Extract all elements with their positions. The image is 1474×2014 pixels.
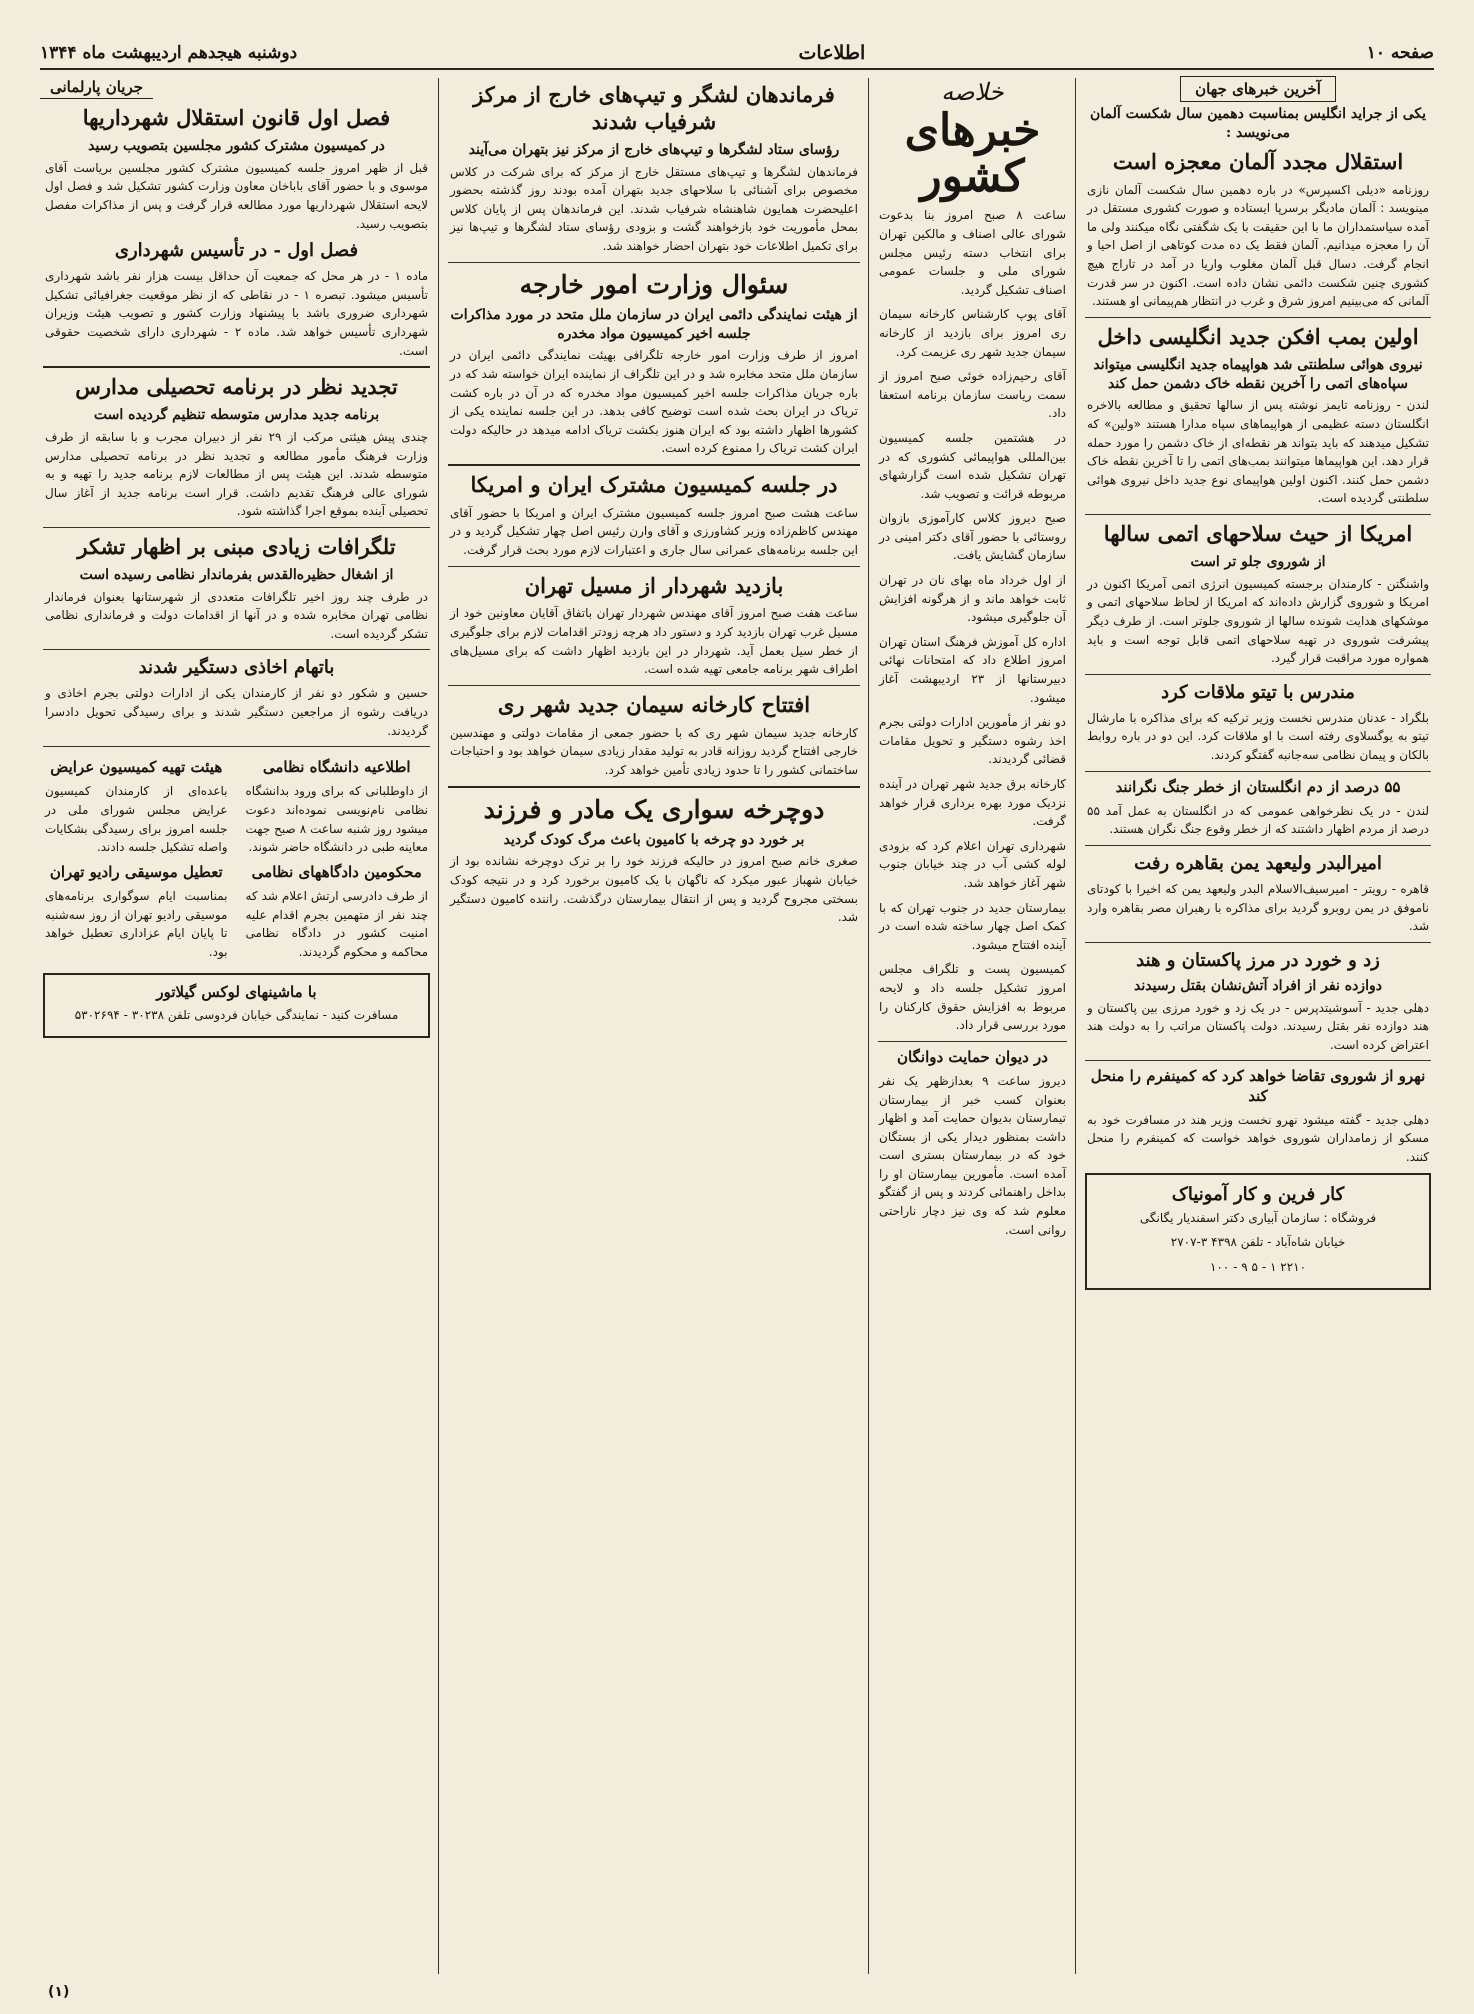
central-news-column	[445, 76, 863, 1978]
news-item: اداره کل آموزش فرهنگ استان تهران امروز اطلاع داد که امتحانات نهائی دبیرستانها از ۲۳ اردیبهشت آغاز میشود.	[879, 634, 1066, 705]
article-body: قاهره - رویتر - امیرسیف‌الاسلام البدر ولیعهد یمن که اخیرا با کودتای ناموفق در یمن روبرو گردید برای مذاکره با رهبران مصر بقاهره وارد شد.	[1087, 881, 1429, 934]
headline: اولین بمب افکن جدید انگلیسی داخل	[1097, 323, 1419, 349]
divider	[43, 527, 430, 528]
headline: فصل اول - در تأسیس شهرداری	[114, 240, 359, 262]
article-body: قبل از ظهر امروز جلسه کمیسیون مشترک کشور مجلسین بریاست آقای موسوی و با حضور آقای باباخان معاون وزارت کشور تشکیل شد و فصل اول لایحه استقلال شهرداریها مورد مطالعه قرار گرفت و پس از مذاکرات مفصل بتصویب رسید.	[45, 160, 428, 231]
masthead-paper-name: اطلاعات	[798, 42, 866, 64]
divider	[43, 746, 430, 747]
article-body: در طرف چند روز اخیر تلگرافات متعددی از شهرستانها بعنوان فرماندار نظامی تهران مخابره شده و در آنها از اقدامات دولت و فرمانداری نظامی تشکر گردیده است.	[45, 589, 428, 641]
headline-sub: از اشغال حظیره‌القدس بفرماندار نظامی رسیده است	[79, 566, 394, 583]
headline: استقلال مجدد آلمان معجزه است	[1112, 148, 1404, 174]
headline: هیئت تهیه کمیسیون عرایض	[50, 758, 223, 777]
headline: تعطیل موسیقی رادیو تهران	[49, 862, 223, 881]
divider	[878, 1041, 1067, 1042]
article-body: کارخانه جدید سیمان شهر ری که با حضور جمعی از مقامات دولتی و مهندسین خارجی افتتاح گردید روزانه قادر به تولید مقدار زیادی سیمان خواهد بود و احتیاجات ساختمانی کشور را تا حدود زیادی تأمین خواهد کرد.	[450, 725, 858, 777]
short-notices	[40, 752, 433, 967]
article-body: لندن - در یک نظرخواهی عمومی که در انگلستان به عمل آمد ۵۵ درصد از مردم اظهار داشتند که از خطر وقوع جنگ نگران هستند.	[1087, 803, 1429, 837]
headline: امریکا از حیث سلاحهای اتمی سالها	[1103, 521, 1413, 547]
headline-sub: از شوروی جلو تر است	[1190, 553, 1326, 570]
divider	[448, 464, 860, 466]
headline: مندرس با تیتو ملاقات کرد	[1161, 681, 1355, 703]
news-item: ساعت ۸ صبح امروز بنا بدعوت شورای عالی اصناف و مالکین تهران برای انتخاب دسته رئیس مجلس شورای ملی و جلسات عمومی اصناف تشکیل گردید.	[879, 208, 1066, 297]
notice-column	[241, 752, 434, 967]
article-body: فرماندهان لشگرها و تیپ‌های مستقل خارج از مرکز که برای شرکت در کلاس مخصوص برای آشنائی با سلاحهای جدید بتهران آمده بودند روز گذشته بحضور اعلیحضرت همایون شاهنشاه شرفیاب شدند. این فرماندهان پس از پایان کلاس بمحل مأموریت خود بازخواهند گشت و بزودی رؤسای ستاد لشگرها و تیپ‌ها نیز برای تکمیل اطلاعات خود بتهران احضار خواهند شد.	[450, 164, 858, 254]
headline-sub: در کمیسیون مشترک کشور مجلسین بتصویب رسید	[88, 137, 385, 154]
article-body: از طرف دادرسی ارتش اعلام شد که چند نفر از متهمین بجرم اقدام علیه امنیت کشور در دادگاه نظامی محاکمه و محکوم گردیدند.	[245, 888, 428, 959]
headline: باتهام اخاذی دستگیر شدند	[138, 657, 335, 679]
headline: محکومین دادگاههای نظامی	[251, 862, 422, 881]
national-news-title: خبرهای کشور	[904, 105, 1041, 203]
national-news-column	[875, 76, 1070, 1978]
news-item: کمیسیون پست و تلگراف مجلس امروز تشکیل جلسه داد و لایحه مربوط به افزایش حقوق کارکنان را مورد بررسی قرار داد.	[879, 962, 1066, 1033]
parliament-column	[40, 76, 433, 1978]
headline: تلگرافات زیادی مبنی بر اظهار تشکر	[77, 533, 396, 559]
headline-sub: از هیئت نمایندگی دائمی ایران در سازمان ملل متحد در مورد مذاکرات جلسه اخیر کمیسیون مواد مخدره	[450, 306, 858, 342]
headline-sub: بر خورد دو چرخه با کامیون باعث مرگ کودک گردید	[503, 831, 805, 848]
advertisement-box	[43, 973, 430, 1038]
advertisement-line: فروشگاه : سازمان آبیاری دکتر اسفندیار یگانگی	[1139, 1210, 1377, 1225]
headline: امیرالبدر ولیعهد یمن بقاهره رفت	[1134, 852, 1382, 874]
masthead-date: دوشنبه هیجدهم اردیبهشت ماه ۱۳۴۴	[40, 43, 298, 63]
article-body: بلگراد - عدنان مندرس نخست وزیر ترکیه که برای مذاکره با مارشال تیتو به یوگسلاوی رفته است با او ملاقات کرد. این دو در باره روابط بالکان و پیمان نظامی سه‌جانبه گفتگو کردند.	[1087, 710, 1429, 762]
divider	[448, 786, 860, 788]
headline: اطلاعیه دانشگاه نظامی	[262, 758, 411, 777]
headline: افتتاح کارخانه سیمان جدید شهر ری	[497, 691, 811, 717]
column-divider	[1075, 78, 1076, 1974]
article-body: ساعت هشت صبح امروز جلسه کمیسیون مشترک ایران و امریکا با حضور آقای مهندس کاظم‌زاده وزیر کشاورزی و آقای وارن رئیس اصل چهار تشکیل گردید و در این جلسه برنامه‌های عمرانی سال جاری و اعتبارات لازم مورد بحث قرار گرفت.	[450, 505, 858, 558]
article-body: ماده ۱ - در هر محل که جمعیت آن حداقل بیست هزار نفر باشد شهرداری تأسیس میشود. تبصره ۱ - در نقاطی که از نظر موقعیت جغرافیائی تشکیل شهرداری ضروری باشد با پیشنهاد وزارت کشور و تصویب هیئت وزیران شهرداری تأسیس خواهد شد. ماده ۲ - شهرداری دارای شخصیت حقوقی است.	[45, 269, 429, 358]
divider	[1085, 845, 1431, 846]
news-item: از اول خرداد ماه بهای نان در تهران ثابت خواهد ماند و از هرگونه افزایش آن جلوگیری میشود.	[879, 573, 1066, 625]
headline: زد و خورد در مرز پاکستان و هند	[1136, 949, 1380, 971]
divider	[1085, 317, 1431, 318]
divider	[448, 566, 860, 567]
masthead	[40, 38, 1434, 70]
headline: ۵۵ درصد از دم انگلستان از خطر جنگ نگرانند	[1115, 777, 1401, 796]
notice-column	[40, 752, 233, 967]
advertisement-title: با ماشینهای لوکس گیلاتور	[156, 983, 317, 1002]
advertisement-box	[1085, 1173, 1431, 1291]
headline-sub: نیروی هوائی سلطنتی شد هواپیماه جدید انگلیسی میتواند سپاه‌های اتمی را آخرین نقطه خاک دشمن حمل کند	[1093, 356, 1423, 392]
news-item: کارخانه برق جدید شهر تهران در آینده نزدیک مورد بهره برداری قرار خواهد گرفت.	[879, 777, 1066, 829]
divider	[1085, 1060, 1431, 1061]
news-item: آقای رحیم‌زاده خوئی صبح امروز از سمت ریاست سازمان برنامه استعفا داد.	[879, 369, 1066, 421]
divider	[43, 366, 430, 368]
article-body: امروز از طرف وزارت امور خارجه تلگرافی بهیئت نمایندگی دائمی ایران در سازمان ملل متحد مخابره شد و در این تلگراف از نماینده ایران خواسته شد که در باره جریان مذاکرات جلسه اخیر کمیسیون مواد مخدره که در آن در باره کشت تریاک در ایران بحث شده است توضیح کافی بدهد. در این جلسه نماینده یکی از کشورها اظهار داشته بود که ایران هنوز بکشت تریاک ادامه میدهد در حالیکه دولت ایران کشت تریاک را ممنوع کرده است.	[450, 348, 858, 456]
headline: تجدید نظر در برنامه تحصیلی مدارس	[75, 374, 398, 400]
headline-sub: رؤسای ستاد لشگرها و تیپ‌های خارج از مرکز نیز بتهران می‌آیند	[468, 141, 840, 158]
article-body: دیروز ساعت ۹ بعدازظهر یک نفر بعنوان کسب خبر از بیمارستان تیمارستان بدیوان حمایت آمد و اظهار داشت بمنظور دیدار یکی از بستگان خود که در بیمارستان بستری است آمده است. مأمورین بیمارستان او را بداخل راهنمائی کردند و پس از گفتگو معلوم شد که وی نیز دچار ناراحتی روانی است.	[879, 1073, 1066, 1237]
headline-sub: یکی از جراید انگلیس بمناسبت دهمین سال شکست آلمان می‌نویسد :	[1089, 106, 1427, 141]
divider	[1085, 674, 1431, 675]
advertisement-title: کار فرین و کار آمونیاک	[1171, 1183, 1345, 1205]
article-body: صغری خانم صبح امروز در حالیکه فرزند خود را بر ترک دوچرخه نشانده بود از خیابان شهباز عبور میکرد که ناگهان با یک کامیون برخورد کرد و در نتیجه کودک بسختی مجروح گردید و پس از انتقال بیمارستان درگذشت. راننده کامیون دستگیر شد.	[450, 854, 858, 925]
divider	[1085, 771, 1431, 772]
world-news-column	[1082, 76, 1434, 1978]
news-item: در هشتمین جلسه کمیسیون بین‌المللی هواپیمائی کشوری که در تهران تشکیل شده است گزارشهای مربوطه قرائت و تصویب شد.	[879, 430, 1066, 501]
headline: بازدید شهردار از مسیل تهران	[524, 572, 784, 598]
headline: نهرو از شوروی تقاضا خواهد کرد که کمینفرم را منحل کند	[1090, 1067, 1426, 1105]
divider	[1085, 942, 1431, 943]
advertisement-line: ۲۲۱۰ ۱ - ۵ ۹ - ۱۰۰	[1209, 1259, 1307, 1274]
advertisement-line: مسافرت کنید - نمایندگی خیابان فردوسی تلفن ۳۰۲۳۸ - ۵۳۰۲۶۹۴	[74, 1007, 399, 1022]
world-news-box-title: آخرین خبرهای جهان	[1180, 76, 1336, 102]
divider	[448, 685, 860, 686]
column-divider	[438, 78, 439, 1974]
news-item: آقای پوپ کارشناس کارخانه سیمان ری امروز برای بازدید از کارخانه سیمان جدید شهر ری عزیمت کرد.	[879, 307, 1066, 359]
divider	[448, 262, 860, 263]
national-news-title-small: خلاصه	[941, 78, 1004, 106]
news-item: بیمارستان جدید در جنوب تهران که با کمک اصل چهار ساخته شده است در آینده افتتاح میشود.	[879, 900, 1066, 952]
divider	[1085, 514, 1431, 515]
article-body: دهلی جدید - گفته میشود نهرو نخست وزیر هند در مسافرت خود به مسکو از زمامداران شوروی خواهد خواست که کمینفرم را منحل کنند.	[1087, 1112, 1429, 1165]
section-tag: جریان پارلمانی	[40, 76, 153, 99]
article-body: بمناسبت ایام سوگواری برنامه‌های موسیقی رادیو تهران از روز سه‌شنبه تا پایان ایام عزاداری تعطیل خواهد بود.	[45, 888, 228, 959]
headline: دوچرخه سواری یک مادر و فرزند	[483, 794, 825, 824]
article-body: روزنامه «دیلی اکسپرس» در باره دهمین سال شکست آلمان نازی مینویسد : آلمان مادیگر برسرپا ایستاده و صورت کشوری مستقل در آمده سیاستمداران ما با این حقیقت با یک شگفتی نگاه میکنند ولی ما آن را معجزه میدانیم. آلمان فقط یک ده مدت کوتاهی از اصل احیا و انجام گرفت. دسال قبل آلمان مغلوب واریا در آمد در تاراج هیچ کشوری چنین شکست دائمی نشان داده است. اکنون در سر قدرت آلمانی که می‌بینیم امروز شرق و غرب در انتظار هم‌پیمانی او هستند.	[1087, 182, 1429, 309]
column-divider	[868, 78, 869, 1974]
article-body: لندن - روزنامه تایمز نوشته پس از سالها تحقیق و مطالعه بالاخره انگلستان دسته عظیمی از هواپیماهای سپاه مدارا هستند «ولین» که تشکیل میدهند که باید بتواند هر نقطه‌ای از خاک دشمن را مورد حمله قرار دهد. این هواپیماها میتوانند بمب‌های اتمی را تا آخرین نقطه خاک دشمن حمل کنند. اکنون اولین هواپیمای نوع جدید داخل نیروی هوائی سلطنتی گردیده است.	[1087, 398, 1429, 506]
headline: فصل اول قانون استقلال شهرداریها	[82, 105, 391, 130]
news-item: شهرداری تهران اعلام کرد که بزودی لوله کشی آب در چند خیابان جنوب شهر آغاز خواهد شد.	[879, 838, 1066, 890]
divider	[43, 649, 430, 650]
news-item: صبح دیروز کلاس کارآموزی بازوان روستائی با حضور آقای دکتر امینی در سازمان گشایش یافت.	[879, 511, 1066, 563]
article-body: باعده‌ای از کارمندان کمیسیون عرایض مجلس شورای ملی در جلسه امروز برای رسیدگی بشکایات واصله تشکیل جلسه دادند.	[45, 784, 228, 855]
masthead-page-number: صفحه ۱۰	[1366, 43, 1434, 63]
headline-sub: برنامه جدید مدارس متوسطه تنظیم گردیده است	[93, 407, 380, 424]
headline-sub: دوازده نفر از افراد آتش‌نشان بقتل رسیدند	[1134, 977, 1382, 994]
headline: سئوال وزارت امور خارجه	[519, 269, 789, 299]
article-body: ساعت هفت صبح امروز آقای مهندس شهردار تهران باتفاق آقایان معاونین خود از مسیل غرب تهران بازدید کرد و دستور داد هرچه زودتر اقدامات لازم برای جلوگیری از خطر سیل بعمل آید. شهردار در این بازدید اظهار داشت که برای مسیل‌های اطراف شهر برنامه جامعی تهیه شده است.	[450, 606, 858, 677]
news-item: دو نفر از مأمورین ادارات دولتی بجرم اخذ رشوه دستگیر و تحویل مقامات قضائی گردیدند.	[879, 715, 1066, 767]
headline: در جلسه کمیسیون مشترک ایران و امریکا	[470, 471, 838, 497]
advertisement-line: خیابان شاه‌آباد - تلفن ۴۳۹۸ ۳-۲۷۰۷	[1170, 1235, 1346, 1250]
headline: در دیوان حمایت دوانگان	[897, 1047, 1048, 1066]
article-body: چندی پیش هیئتی مرکب از ۲۹ نفر از دبیران مجرب و با سابقه از طرف وزارت فرهنگ مأمور مطالعه و تجدید نظر در برنامه تحصیلی مدارس متوسطه شدند. این هیئت پس از مطالعات لازم برنامه جدید را تهیه و به شورای عالی فرهنگ تقدیم داشت. قرار است برنامه جدید از آغاز سال تحصیلی آینده بموقع اجرا گذاشته شود.	[45, 429, 428, 519]
page-footer-mark: (۱)	[48, 1984, 70, 2000]
article-body: حسین و شکور دو نفر از کارمندان یکی از ادارات دولتی بجرم اخاذی و دریافت رشوه از مراجعین دستگیر شدند و برای رسیدگی تحویل دادسرا گردیدند.	[45, 686, 428, 738]
article-body: از داوطلبانی که برای ورود بدانشگاه نظامی نام‌نویسی نموده‌اند دعوت میشود روز شنبه ساعت ۸ صبح جهت معاینه طبی در دانشگاه حاضر شوند.	[245, 784, 428, 855]
article-body: واشنگتن - کارمندان برجسته کمیسیون انرژی اتمی آمریکا اکنون در امریکا و شوروی گزارش داده‌اند که امریکا از لحاظ سلاحهای اتمی و موشکهای هدایت شونده سالها از شوروی جلوتر است. از طرف دیگر پیشرفت شوروی در تهیه سلاحهای اتمی قابل توجه است و باید همواره مورد مراقبت قرار گیرد.	[1087, 576, 1429, 666]
article-body: دهلی جدید - آسوشیتدپرس - در یک زد و خورد مرزی بین پاکستان و هند دوازده نفر بقتل رسیدند. دولت پاکستان مراتب را به دولت هند اعتراض کرده است.	[1087, 1000, 1429, 1052]
headline: فرماندهان لشگر و تیپ‌های خارج از مرکز شرفیاب شدند	[473, 82, 835, 134]
